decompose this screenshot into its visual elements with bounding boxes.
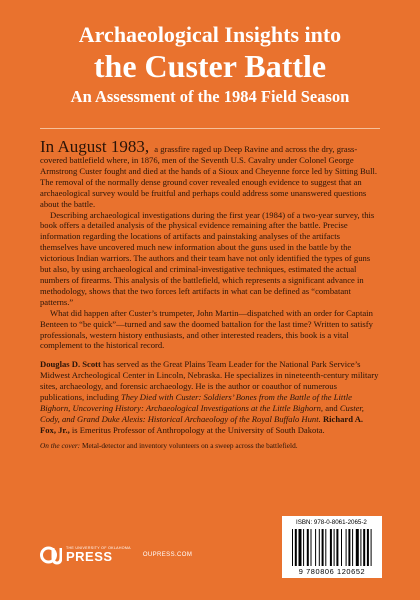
- barcode-bar: [371, 529, 372, 566]
- barcode-bar: [322, 529, 324, 566]
- description-paragraph-1: [40, 138, 380, 210]
- title-line-2: the Custer Battle: [93, 48, 327, 84]
- author-scott-bio: has served as the Great Plains Team Leader for the National Park Service’s Midwest Archeological Center in Lincoln, Nebraska. He specializes in nineteenth-century military sites, archaeology, and forensic archaeology. He is the author or coauthor of numerous publications, including: [40, 359, 379, 403]
- subtitle: An Assessment of the 1984 Field Season: [70, 87, 350, 106]
- paragraph-1-text: a grassfire raged up Deep Ravine and across the dry, grass-covered battlefield where, in 1876, men of the Seventh U.S. Cavalry under Colonel George Armstrong Custer fought and died at the hands of a Sioux and Cheyenne force led by Sitting Bull. The removal of the normally dense ground cover revealed enough evidence to suggest that an archaeological survey would be fruitful and perhaps could address some unanswered questions about the battle.: [40, 144, 378, 209]
- barcode-bar: [319, 529, 320, 566]
- barcode-bar: [367, 529, 369, 566]
- barcode-bar: [352, 529, 353, 566]
- title-block: [0, 22, 420, 108]
- barcode-bar: [295, 529, 297, 566]
- barcode-bar: [292, 529, 293, 566]
- barcode-bar: [348, 529, 350, 566]
- barcode-bar: [325, 529, 326, 566]
- barcode-bar: [330, 529, 332, 566]
- ou-logo-icon: [40, 544, 62, 566]
- barcode-bar: [311, 529, 312, 566]
- title-divider: [40, 128, 380, 129]
- author-fox-name: Richard A. Fox, Jr.,: [40, 413, 364, 435]
- press-name: PRESS: [66, 549, 113, 564]
- paragraph-gap: [40, 351, 380, 359]
- description-paragraph-3: What did happen after Custer’s trumpeter, John Martin—dispatched with an order for Captain Benteen to “be quick”—turned and saw the doomed battalion for the last time? Written to satisfy professionals, western history enthusiasts, and other interested readers, this book is a vital complement to the historical record.: [40, 307, 373, 351]
- barcode-bar: [360, 529, 361, 566]
- barcode-bar: [356, 529, 359, 566]
- barcode-bars: [292, 529, 376, 566]
- barcode-bar: [341, 529, 342, 566]
- book-title-3: Custer, Cody, and Grand Duke Alexis: Historical Archaeology of the Royal Buffalo Hunt.: [40, 402, 364, 424]
- barcode-bar: [303, 529, 304, 566]
- cover-credit: [40, 441, 380, 451]
- author-fox-bio: is Emeritus Professor of Anthropology at the University of South Dakota.: [71, 424, 325, 435]
- press-small-line: THE UNIVERSITY OF OKLAHOMA: [66, 546, 131, 550]
- and-conjunction: and: [325, 402, 338, 413]
- isbn-label: ISBN: 978-0-8061-2065-2: [296, 519, 367, 526]
- barcode-bar: [299, 529, 302, 566]
- isbn-barcode: [282, 516, 382, 578]
- barcode-bar: [363, 529, 365, 566]
- barcode-bar: [307, 529, 309, 566]
- author-bio: [40, 359, 380, 435]
- author-scott-books: They Died with Custer: Soldiers’ Bones from the Battle of the Little Bighorn, Uncovering History: Archaeological Investigations at the Little Bighorn,: [40, 392, 352, 413]
- publisher-url[interactable]: OUPRESS.COM: [142, 552, 193, 558]
- barcode-bar: [334, 529, 335, 566]
- lead-text: In August 1983,: [40, 137, 150, 156]
- publisher-logo: [40, 543, 192, 567]
- barcode-bar: [346, 529, 347, 566]
- title-line-1: Archaeological Insights into: [78, 22, 342, 47]
- cover-credit-label: On the cover:: [40, 440, 81, 450]
- press-wordmark: [66, 546, 131, 564]
- barcode-bar: [315, 529, 316, 566]
- back-cover-copy: [40, 138, 380, 451]
- barcode-bar: [336, 529, 338, 566]
- cover-credit-text: Metal-detector and inventory volunteers on a sweep across the battlefield.: [81, 440, 298, 450]
- barcode-digits: 9 780806 120652: [298, 567, 366, 576]
- author-scott-name: Douglas D. Scott: [40, 359, 101, 370]
- description-paragraph-2: Describing archaeological investigations during the first year (1984) of a two-year survey, this book offers a detailed analysis of the physical evidence remaining after the battle. Precise information regarding the locations of artifacts and painstaking analyses of the artifacts themselves have uncovered much new information about the guns used in the battle by the victorious Indian warriors. The authors and their team have not only identified the types of guns but also, by using archaeological and criminal-investigative techniques, estimated the actual numbers of firearms. This analysis of the battlefield, which represents a significant advance in methodology, shows that the two forces left artifacts in what can be defined as “combatant patterns.”: [40, 209, 375, 307]
